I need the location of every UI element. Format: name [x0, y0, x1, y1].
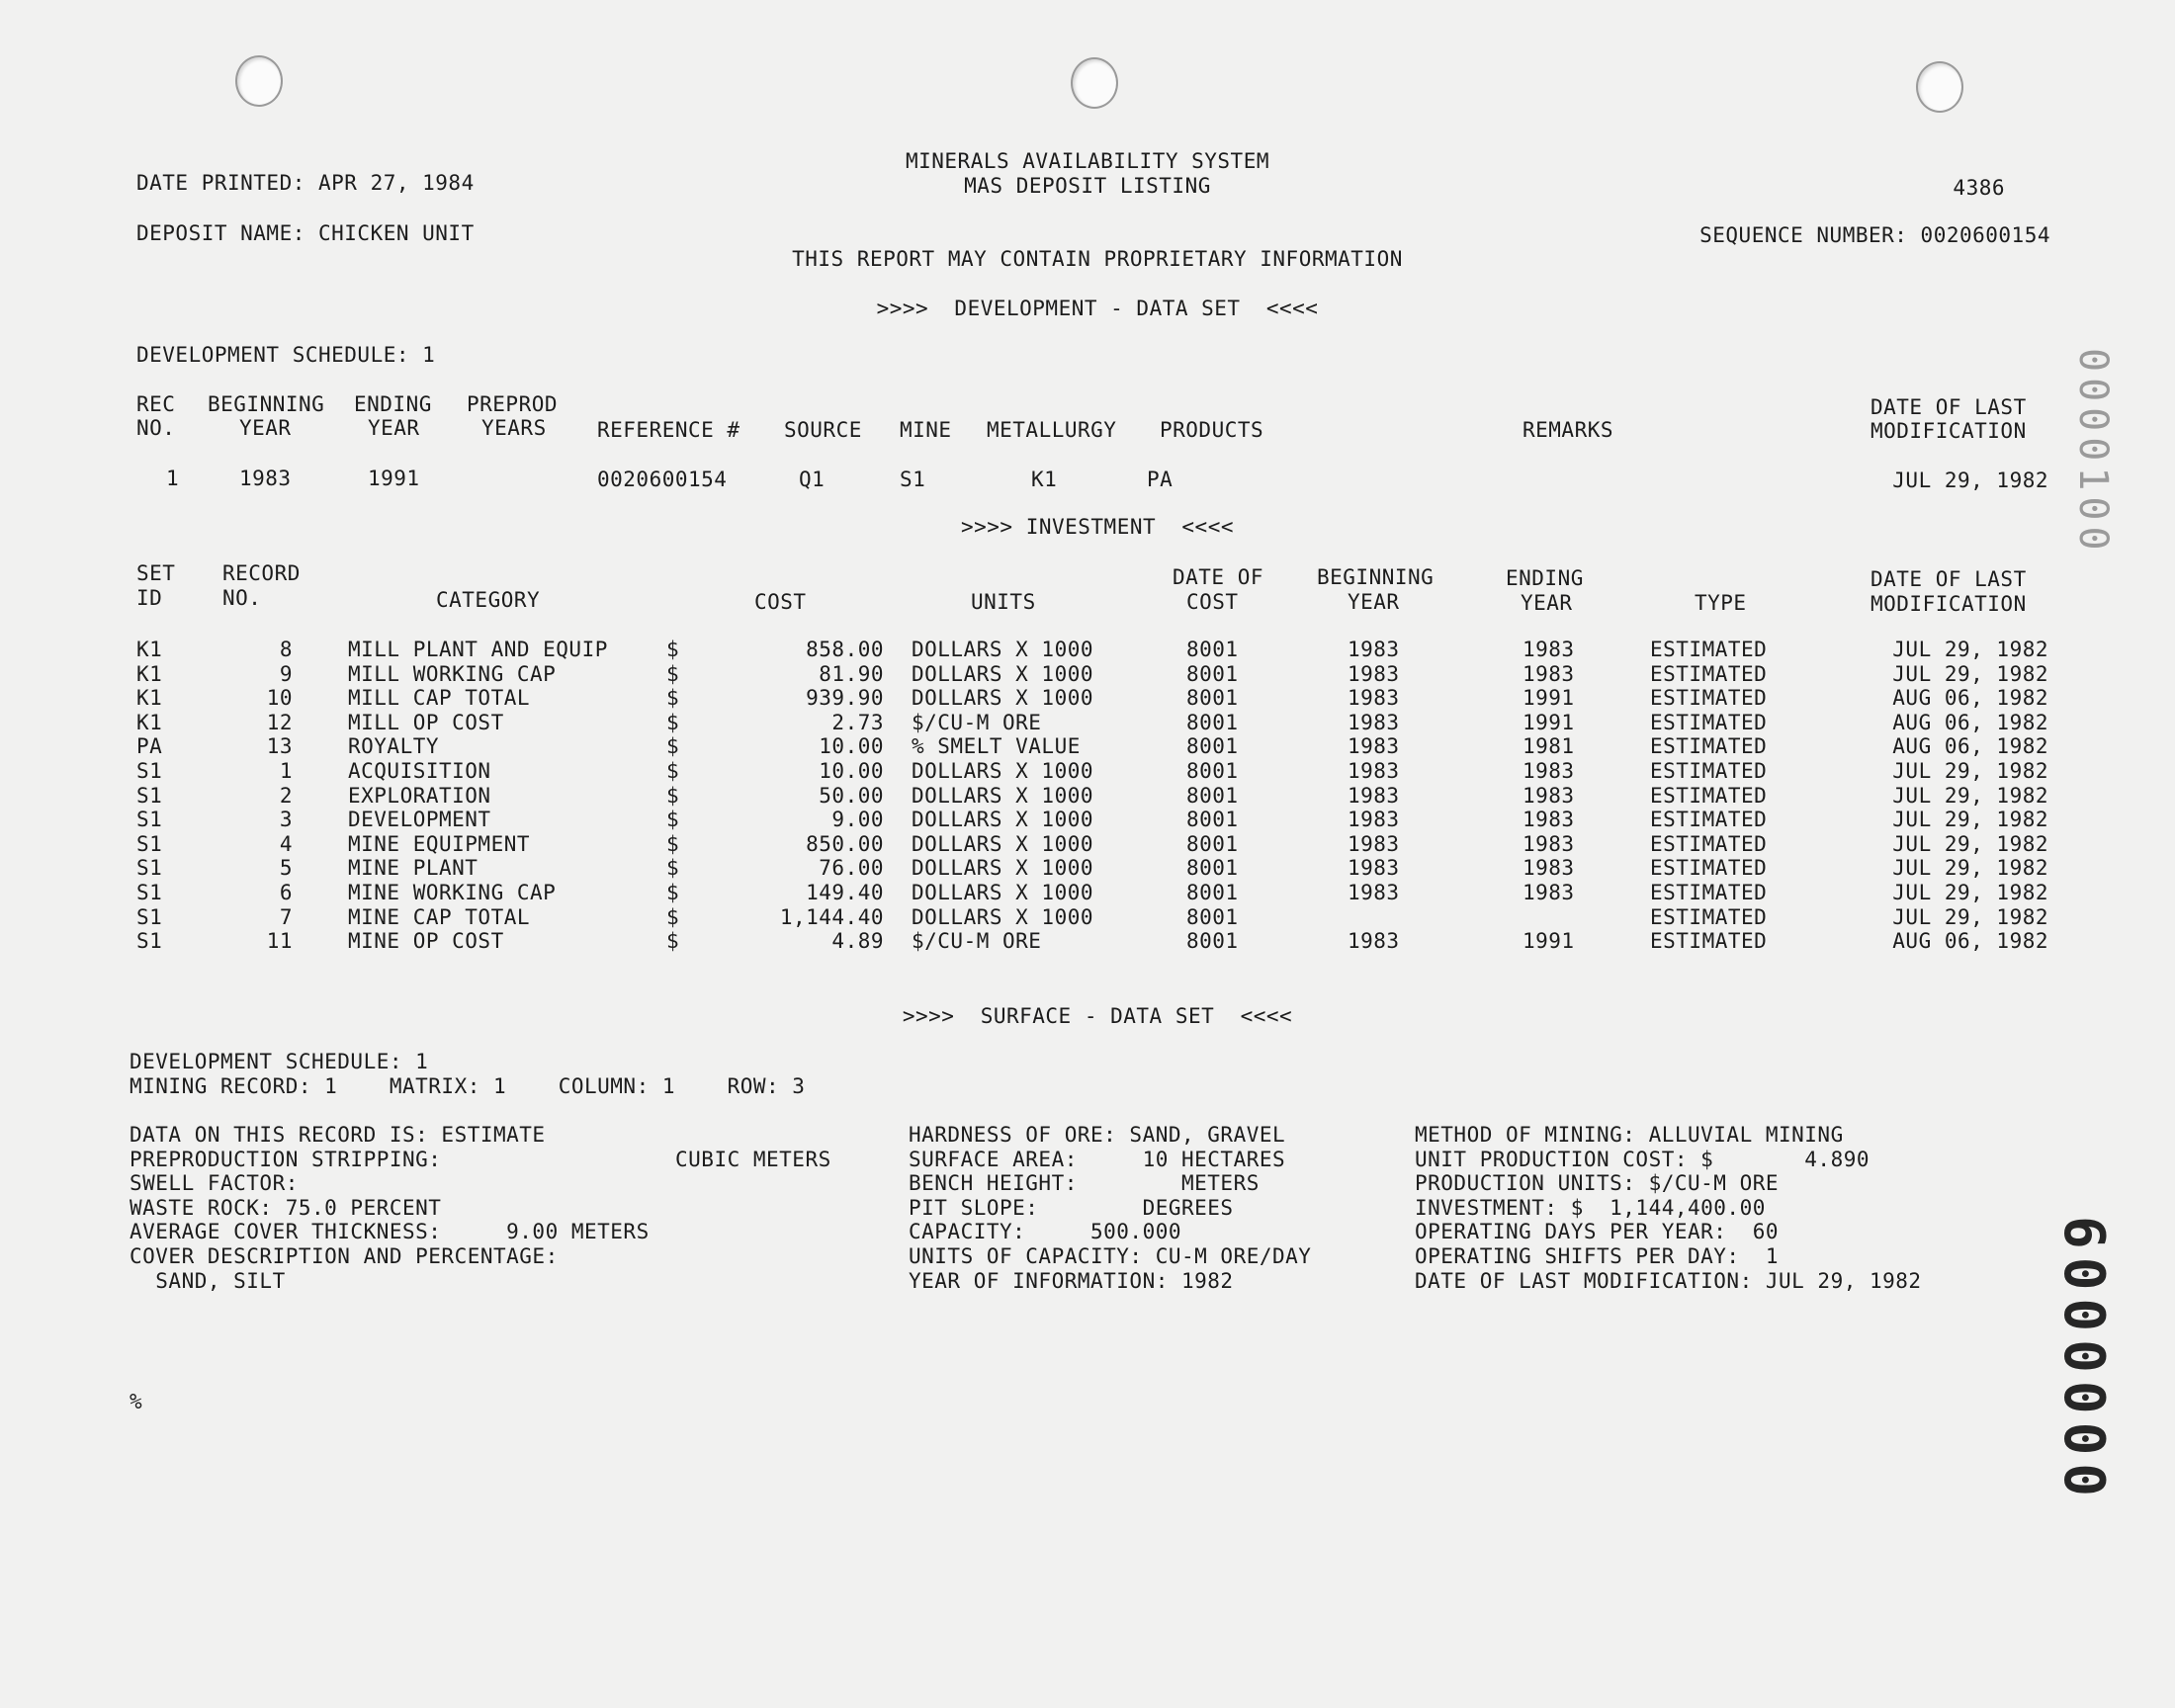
inv-cost: 81.90 — [819, 662, 884, 686]
inv-date-last-mod: AUG 06, 1982 — [1892, 734, 2048, 758]
inv-ending-year: 1981 — [1522, 734, 1575, 758]
surface-middle-line: CAPACITY: 500.000 — [909, 1220, 1182, 1243]
inv-cost: 850.00 — [806, 832, 884, 856]
punch-hole-center — [1071, 57, 1118, 109]
microfilm-stamp-bottom: 6000000 — [2051, 1216, 2116, 1505]
dev-rec-no: 1 — [166, 467, 180, 490]
inv-set-id: K1 — [136, 711, 163, 734]
inv-ending-year: 1983 — [1522, 638, 1575, 661]
inv-date-of-cost: 8001 — [1186, 734, 1239, 758]
inv-ending-year: 1991 — [1522, 711, 1575, 734]
inv-ending-year: 1983 — [1522, 856, 1575, 880]
col-category: CATEGORY — [436, 588, 541, 612]
inv-type: ESTIMATED — [1650, 638, 1768, 661]
inv-units: DOLLARS X 1000 — [912, 759, 1094, 783]
col-preprod-years: PREPROD — [467, 392, 559, 416]
inv-date-last-mod: JUL 29, 1982 — [1892, 832, 2048, 856]
inv-type: ESTIMATED — [1650, 759, 1768, 783]
inv-units: DOLLARS X 1000 — [912, 662, 1094, 686]
col-inv-date-last-mod: DATE OF LAST — [1870, 567, 2027, 591]
inv-set-id: S1 — [136, 881, 163, 904]
dev-products: PA — [1147, 468, 1174, 491]
inv-beginning-year: 1983 — [1348, 686, 1400, 710]
col-beginning-year: BEGINNING — [208, 392, 325, 416]
inv-beginning-year: 1983 — [1348, 808, 1400, 831]
inv-beginning-year: 1983 — [1348, 856, 1400, 880]
inv-set-id: K1 — [136, 638, 163, 661]
inv-ending-year: 1983 — [1522, 808, 1575, 831]
inv-date-last-mod: JUL 29, 1982 — [1892, 856, 2048, 880]
col-remarks: REMARKS — [1522, 418, 1614, 442]
inv-set-id: S1 — [136, 808, 163, 831]
inv-cost: 10.00 — [819, 734, 884, 758]
surface-middle-line: PIT SLOPE: DEGREES — [909, 1196, 1234, 1220]
inv-beginning-year: 1983 — [1348, 662, 1400, 686]
col-date-last-mod: DATE OF LAST — [1870, 395, 2027, 419]
inv-set-id: K1 — [136, 686, 163, 710]
inv-units: DOLLARS X 1000 — [912, 638, 1094, 661]
col-units: UNITS — [971, 590, 1036, 614]
punch-hole-left — [235, 55, 283, 107]
inv-record-no: 7 — [279, 905, 293, 929]
inv-date-last-mod: JUL 29, 1982 — [1892, 905, 2048, 929]
inv-record-no: 8 — [279, 638, 293, 661]
inv-cost: 1,144.40 — [779, 905, 884, 929]
inv-units: DOLLARS X 1000 — [912, 808, 1094, 831]
inv-ending-year: 1983 — [1522, 784, 1575, 808]
deposit-name: DEPOSIT NAME: CHICKEN UNIT — [136, 221, 475, 245]
inv-date-last-mod: JUL 29, 1982 — [1892, 784, 2048, 808]
inv-cost: 4.89 — [831, 929, 884, 953]
inv-date-last-mod: JUL 29, 1982 — [1892, 638, 2048, 661]
inv-date-of-cost: 8001 — [1186, 759, 1239, 783]
col-cost: COST — [754, 590, 807, 614]
inv-beginning-year: 1983 — [1348, 734, 1400, 758]
sequence-number: SEQUENCE NUMBER: 0020600154 — [1699, 223, 2050, 247]
inv-date-of-cost: 8001 — [1186, 686, 1239, 710]
surface-right-line: UNIT PRODUCTION COST: $ 4.890 — [1415, 1148, 1870, 1171]
inv-currency: $ — [666, 638, 680, 661]
col-ending-year-line2: YEAR — [368, 416, 420, 440]
inv-cost: 2.73 — [831, 711, 884, 734]
development-schedule: DEVELOPMENT SCHEDULE: 1 — [136, 343, 436, 367]
inv-units: DOLLARS X 1000 — [912, 856, 1094, 880]
inv-date-of-cost: 8001 — [1186, 832, 1239, 856]
inv-type: ESTIMATED — [1650, 832, 1768, 856]
inv-cost: 939.90 — [806, 686, 884, 710]
col-mine: MINE — [900, 418, 952, 442]
col-date-of-cost-line2: COST — [1186, 590, 1239, 614]
inv-currency: $ — [666, 734, 680, 758]
inv-cost: 149.40 — [806, 881, 884, 904]
page-number: 4386 — [1953, 176, 2005, 200]
inv-type: ESTIMATED — [1650, 711, 1768, 734]
investment-section-title: >>>> INVESTMENT <<<< — [960, 515, 1234, 539]
inv-set-id: S1 — [136, 856, 163, 880]
surface-left-line: COVER DESCRIPTION AND PERCENTAGE: — [130, 1244, 559, 1268]
inv-currency: $ — [666, 905, 680, 929]
inv-date-of-cost: 8001 — [1186, 662, 1239, 686]
inv-date-of-cost: 8001 — [1186, 856, 1239, 880]
inv-ending-year: 1983 — [1522, 759, 1575, 783]
inv-currency: $ — [666, 808, 680, 831]
surface-middle-line: BENCH HEIGHT: METERS — [909, 1171, 1260, 1195]
date-printed: DATE PRINTED: APR 27, 1984 — [136, 171, 475, 195]
inv-currency: $ — [666, 929, 680, 953]
inv-record-no: 13 — [266, 734, 293, 758]
col-source: SOURCE — [784, 418, 862, 442]
surface-right-line: DATE OF LAST MODIFICATION: JUL 29, 1982 — [1415, 1269, 1922, 1293]
col-preprod-years-line2: YEARS — [481, 416, 547, 440]
col-inv-ending-year: ENDING — [1506, 566, 1584, 590]
inv-category: MILL OP COST — [348, 711, 504, 734]
inv-category: MINE CAP TOTAL — [348, 905, 531, 929]
inv-category: MILL PLANT AND EQUIP — [348, 638, 608, 661]
col-set-id: SET — [136, 561, 176, 585]
inv-record-no: 4 — [279, 832, 293, 856]
inv-units: DOLLARS X 1000 — [912, 686, 1094, 710]
col-record-no: RECORD — [222, 561, 301, 585]
inv-record-no: 2 — [279, 784, 293, 808]
development-section-title: >>>> DEVELOPMENT - DATA SET <<<< — [876, 297, 1319, 320]
inv-category: EXPLORATION — [348, 784, 491, 808]
surface-right-line: INVESTMENT: $ 1,144,400.00 — [1415, 1196, 1766, 1220]
dev-mine: S1 — [900, 468, 926, 491]
inv-beginning-year: 1983 — [1348, 929, 1400, 953]
inv-set-id: PA — [136, 734, 163, 758]
col-date-of-cost: DATE OF — [1173, 565, 1264, 589]
dev-source: Q1 — [799, 468, 826, 491]
surface-left-line: DATA ON THIS RECORD IS: ESTIMATE — [130, 1123, 546, 1147]
inv-category: MINE WORKING CAP — [348, 881, 557, 904]
inv-currency: $ — [666, 832, 680, 856]
inv-type: ESTIMATED — [1650, 686, 1768, 710]
inv-date-last-mod: AUG 06, 1982 — [1892, 929, 2048, 953]
inv-currency: $ — [666, 881, 680, 904]
inv-cost: 9.00 — [831, 808, 884, 831]
surface-mining-record: MINING RECORD: 1 MATRIX: 1 COLUMN: 1 ROW: 3 — [130, 1074, 806, 1098]
system-title: MINERALS AVAILABILITY SYSTEM — [905, 149, 1269, 173]
inv-date-of-cost: 8001 — [1186, 808, 1239, 831]
inv-record-no: 3 — [279, 808, 293, 831]
inv-type: ESTIMATED — [1650, 856, 1768, 880]
inv-type: ESTIMATED — [1650, 734, 1768, 758]
inv-date-last-mod: AUG 06, 1982 — [1892, 686, 2048, 710]
inv-date-of-cost: 8001 — [1186, 711, 1239, 734]
surface-left-line: PREPRODUCTION STRIPPING: CUBIC METERS — [130, 1148, 831, 1171]
inv-date-of-cost: 8001 — [1186, 929, 1239, 953]
inv-currency: $ — [666, 662, 680, 686]
inv-record-no: 6 — [279, 881, 293, 904]
inv-units: % SMELT VALUE — [912, 734, 1081, 758]
col-inv-ending-year-line2: YEAR — [1521, 591, 1573, 615]
inv-record-no: 11 — [266, 929, 293, 953]
col-set-id-line2: ID — [136, 586, 163, 610]
inv-set-id: S1 — [136, 905, 163, 929]
inv-set-id: S1 — [136, 929, 163, 953]
col-ending-year: ENDING — [354, 392, 432, 416]
inv-category: ROYALTY — [348, 734, 440, 758]
inv-record-no: 1 — [279, 759, 293, 783]
surface-left-line: SWELL FACTOR: — [130, 1171, 299, 1195]
inv-record-no: 12 — [266, 711, 293, 734]
inv-units: $/CU-M ORE — [912, 711, 1042, 734]
inv-record-no: 9 — [279, 662, 293, 686]
col-reference: REFERENCE # — [597, 418, 740, 442]
proprietary-notice: THIS REPORT MAY CONTAIN PROPRIETARY INFORMATION — [792, 247, 1403, 271]
col-rec-no-line2: NO. — [136, 416, 176, 440]
inv-ending-year: 1983 — [1522, 881, 1575, 904]
inv-date-of-cost: 8001 — [1186, 638, 1239, 661]
inv-units: DOLLARS X 1000 — [912, 881, 1094, 904]
surface-middle-line: SURFACE AREA: 10 HECTARES — [909, 1148, 1286, 1171]
microfilm-stamp-top: 0000100 — [2070, 348, 2116, 556]
inv-type: ESTIMATED — [1650, 905, 1768, 929]
punch-hole-right — [1916, 61, 1963, 113]
inv-beginning-year: 1983 — [1348, 759, 1400, 783]
inv-date-last-mod: JUL 29, 1982 — [1892, 759, 2048, 783]
inv-beginning-year: 1983 — [1348, 832, 1400, 856]
inv-category: DEVELOPMENT — [348, 808, 491, 831]
surface-middle-line: UNITS OF CAPACITY: CU-M ORE/DAY — [909, 1244, 1312, 1268]
inv-ending-year: 1983 — [1522, 662, 1575, 686]
inv-date-of-cost: 8001 — [1186, 905, 1239, 929]
inv-category: MINE OP COST — [348, 929, 504, 953]
col-beginning-year-line2: YEAR — [239, 416, 292, 440]
dev-date-last-mod: JUL 29, 1982 — [1892, 469, 2048, 492]
inv-type: ESTIMATED — [1650, 808, 1768, 831]
inv-cost: 76.00 — [819, 856, 884, 880]
col-rec-no: REC — [136, 392, 176, 416]
inv-category: MINE PLANT — [348, 856, 478, 880]
inv-type: ESTIMATED — [1650, 881, 1768, 904]
inv-record-no: 5 — [279, 856, 293, 880]
inv-beginning-year: 1983 — [1348, 711, 1400, 734]
inv-category: MINE EQUIPMENT — [348, 832, 531, 856]
col-metallurgy: METALLURGY — [987, 418, 1117, 442]
inv-ending-year: 1991 — [1522, 686, 1575, 710]
inv-set-id: S1 — [136, 759, 163, 783]
dev-reference: 0020600154 — [597, 468, 728, 491]
inv-set-id: S1 — [136, 832, 163, 856]
surface-right-line: METHOD OF MINING: ALLUVIAL MINING — [1415, 1123, 1844, 1147]
inv-date-of-cost: 8001 — [1186, 784, 1239, 808]
inv-record-no: 10 — [266, 686, 293, 710]
inv-date-last-mod: AUG 06, 1982 — [1892, 711, 2048, 734]
inv-currency: $ — [666, 711, 680, 734]
col-type: TYPE — [1695, 591, 1747, 615]
surface-section-title: >>>> SURFACE - DATA SET <<<< — [902, 1004, 1293, 1028]
inv-date-last-mod: JUL 29, 1982 — [1892, 662, 2048, 686]
surface-right-line: OPERATING DAYS PER YEAR: 60 — [1415, 1220, 1780, 1243]
inv-category: ACQUISITION — [348, 759, 491, 783]
inv-ending-year: 1991 — [1522, 929, 1575, 953]
inv-set-id: K1 — [136, 662, 163, 686]
inv-currency: $ — [666, 856, 680, 880]
surface-middle-line: HARDNESS OF ORE: SAND, GRAVEL — [909, 1123, 1286, 1147]
inv-units: DOLLARS X 1000 — [912, 832, 1094, 856]
col-inv-beginning-year-line2: YEAR — [1348, 590, 1400, 614]
surface-development-schedule: DEVELOPMENT SCHEDULE: 1 — [130, 1050, 429, 1073]
col-date-last-mod-line2: MODIFICATION — [1870, 419, 2027, 443]
surface-right-line: PRODUCTION UNITS: $/CU-M ORE — [1415, 1171, 1780, 1195]
surface-left-line: SAND, SILT — [130, 1269, 286, 1293]
inv-category: MILL CAP TOTAL — [348, 686, 531, 710]
inv-type: ESTIMATED — [1650, 662, 1768, 686]
surface-left-line: AVERAGE COVER THICKNESS: 9.00 METERS — [130, 1220, 650, 1243]
surface-middle-line: YEAR OF INFORMATION: 1982 — [909, 1269, 1234, 1293]
inv-beginning-year: 1983 — [1348, 881, 1400, 904]
inv-currency: $ — [666, 686, 680, 710]
inv-date-last-mod: JUL 29, 1982 — [1892, 881, 2048, 904]
listing-title: MAS DEPOSIT LISTING — [964, 174, 1211, 198]
inv-units: $/CU-M ORE — [912, 929, 1042, 953]
inv-currency: $ — [666, 759, 680, 783]
surface-right-line: OPERATING SHIFTS PER DAY: 1 — [1415, 1244, 1780, 1268]
dev-metallurgy: K1 — [1031, 468, 1058, 491]
inv-cost: 858.00 — [806, 638, 884, 661]
inv-ending-year: 1983 — [1522, 832, 1575, 856]
col-inv-date-last-mod-line2: MODIFICATION — [1870, 592, 2027, 616]
col-products: PRODUCTS — [1160, 418, 1264, 442]
inv-category: MILL WORKING CAP — [348, 662, 557, 686]
inv-type: ESTIMATED — [1650, 784, 1768, 808]
inv-units: DOLLARS X 1000 — [912, 784, 1094, 808]
col-inv-beginning-year: BEGINNING — [1317, 565, 1435, 589]
inv-units: DOLLARS X 1000 — [912, 905, 1094, 929]
dev-ending-year: 1991 — [368, 467, 420, 490]
inv-beginning-year: 1983 — [1348, 784, 1400, 808]
inv-currency: $ — [666, 784, 680, 808]
surface-left-line: WASTE ROCK: 75.0 PERCENT — [130, 1196, 442, 1220]
inv-beginning-year: 1983 — [1348, 638, 1400, 661]
dev-beginning-year: 1983 — [239, 467, 292, 490]
inv-cost: 50.00 — [819, 784, 884, 808]
inv-date-of-cost: 8001 — [1186, 881, 1239, 904]
percent-mark: % — [130, 1390, 143, 1413]
inv-set-id: S1 — [136, 784, 163, 808]
inv-type: ESTIMATED — [1650, 929, 1768, 953]
inv-cost: 10.00 — [819, 759, 884, 783]
inv-date-last-mod: JUL 29, 1982 — [1892, 808, 2048, 831]
col-record-no-line2: NO. — [222, 586, 262, 610]
